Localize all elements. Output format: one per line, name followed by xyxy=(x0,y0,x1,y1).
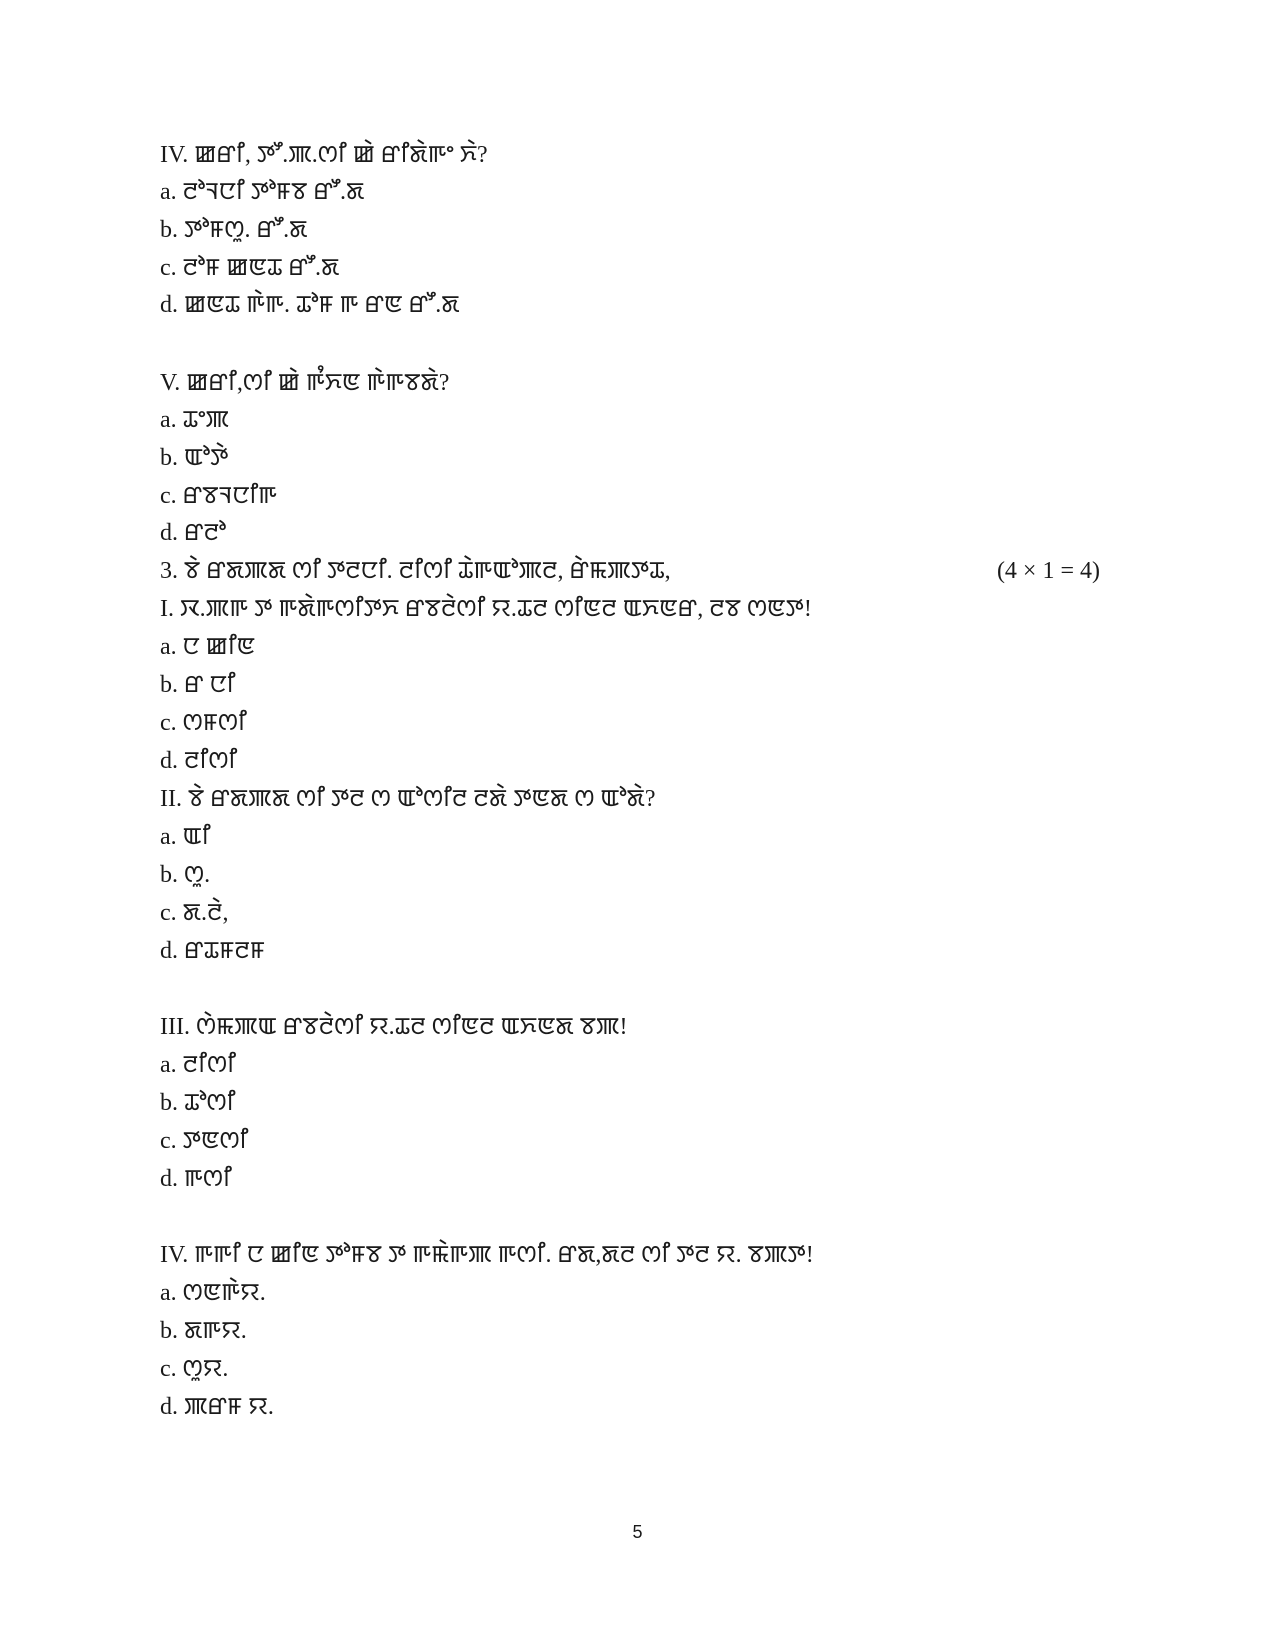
answer-option: c. ꯗ.ꯂꯥ, xyxy=(160,900,229,926)
section-heading xyxy=(160,556,1100,586)
answer-option: d. ꯄꯔꯝ ꯌ. xyxy=(160,1394,274,1420)
answer-option: c. ꯇꯟꯁꯤ xyxy=(160,1128,249,1154)
answer-option: a. ꯂꯣꯜꯅꯤ ꯇꯣꯝꯕ ꯔꯧ.ꯗ xyxy=(160,179,365,205)
answer-option: d. ꯔꯊꯝꯂꯝ xyxy=(160,938,265,964)
answer-option: b. ꯑꯣꯇꯥ xyxy=(160,445,229,471)
answer-option: a. ꯂꯤꯁꯤ xyxy=(160,1052,236,1078)
section-heading-text: 3. ꯕꯥ ꯔꯗꯄꯗ ꯁꯤ ꯇꯂꯅꯤ. ꯂꯤꯁꯤ ꯊꯥꯒꯑꯣꯄꯂ, ꯔꯥꯃꯄꯇꯊ, xyxy=(160,558,671,584)
question-stem: IV. ꯀꯔꯤ, ꯇꯧ.ꯄ.ꯁꯤ ꯀꯥ ꯔꯤꯗꯥꯒꯦ ꯈꯥ? xyxy=(160,142,488,168)
answer-option: d. ꯀꯟꯊ ꯒꯥꯒ. ꯊꯣꯝ ꯒ ꯔꯟ ꯔꯧ.ꯗ xyxy=(160,292,460,318)
answer-option: a. ꯑꯤ xyxy=(160,824,211,850)
marks-allocation: (4 × 1 = 4) xyxy=(996,558,1100,584)
answer-option: b. ꯁꯨ. xyxy=(160,862,211,888)
answer-option: b. ꯔ ꯅꯤ xyxy=(160,672,236,698)
question-stem: IV. ꯒꯒꯤ ꯅ ꯀꯤꯟ ꯇꯣꯝꯕ ꯇ ꯒꯃꯥꯒꯄ ꯒꯁꯤ. ꯔꯗ,ꯗꯂ ꯁꯤ ꯇꯂ ꯌ. ꯕꯄꯇ! xyxy=(160,1242,814,1268)
answer-option: c. ꯔꯕꯜꯅꯤꯒ xyxy=(160,483,278,509)
answer-option: a. ꯊꯦꯄ xyxy=(160,407,230,433)
answer-option: d. ꯂꯤꯁꯤ xyxy=(160,748,238,774)
answer-option: b. ꯊꯣꯁꯤ xyxy=(160,1090,236,1116)
answer-option: a. ꯁꯟꯒꯥꯌ. xyxy=(160,1280,266,1306)
answer-option: b. ꯇꯣꯝꯁꯨ. ꯔꯧ.ꯗ xyxy=(160,217,308,243)
question-stem: I. ꯋ.ꯄꯒ ꯇ ꯒꯗꯥꯒꯁꯤꯇꯈ ꯔꯕꯂꯥꯁꯤ ꯌ.ꯊꯂ ꯁꯤꯟꯂ ꯑꯈꯟꯔ, ꯂꯕ ꯁꯟꯇ! xyxy=(160,596,812,622)
page-number: 5 xyxy=(632,1522,643,1542)
answer-option: a. ꯅ ꯀꯤꯟ xyxy=(160,634,256,660)
question-stem: III. ꯁꯥꯃꯄꯑ ꯔꯕꯂꯥꯁꯤ ꯌ.ꯊꯂ ꯁꯤꯟꯂ ꯑꯈꯟꯗ ꯕꯄ! xyxy=(160,1014,628,1040)
question-stem: II. ꯕꯥ ꯔꯗꯄꯗ ꯁꯤ ꯇꯂ ꯁ ꯑꯣꯁꯤꯂ ꯂꯗꯥ ꯇꯟꯗ ꯁ ꯑꯣꯗꯥ? xyxy=(160,786,656,812)
answer-option: c. ꯁꯨꯌ. xyxy=(160,1356,229,1382)
answer-option: d. ꯒꯁꯤ xyxy=(160,1166,232,1192)
answer-option: d. ꯔꯂꯣ xyxy=(160,520,227,546)
answer-option: c. ꯁꯝꯁꯤ xyxy=(160,710,247,736)
answer-option: c. ꯂꯣꯝ ꯀꯟꯊ ꯔꯧ.ꯗ xyxy=(160,255,340,281)
answer-option: b. ꯗꯒꯌ. xyxy=(160,1318,247,1344)
question-stem: V. ꯀꯔꯤ,ꯁꯤ ꯀꯥ ꯒꯪꯈꯟ ꯒꯥꯒꯕꯗꯥ? xyxy=(160,370,450,396)
